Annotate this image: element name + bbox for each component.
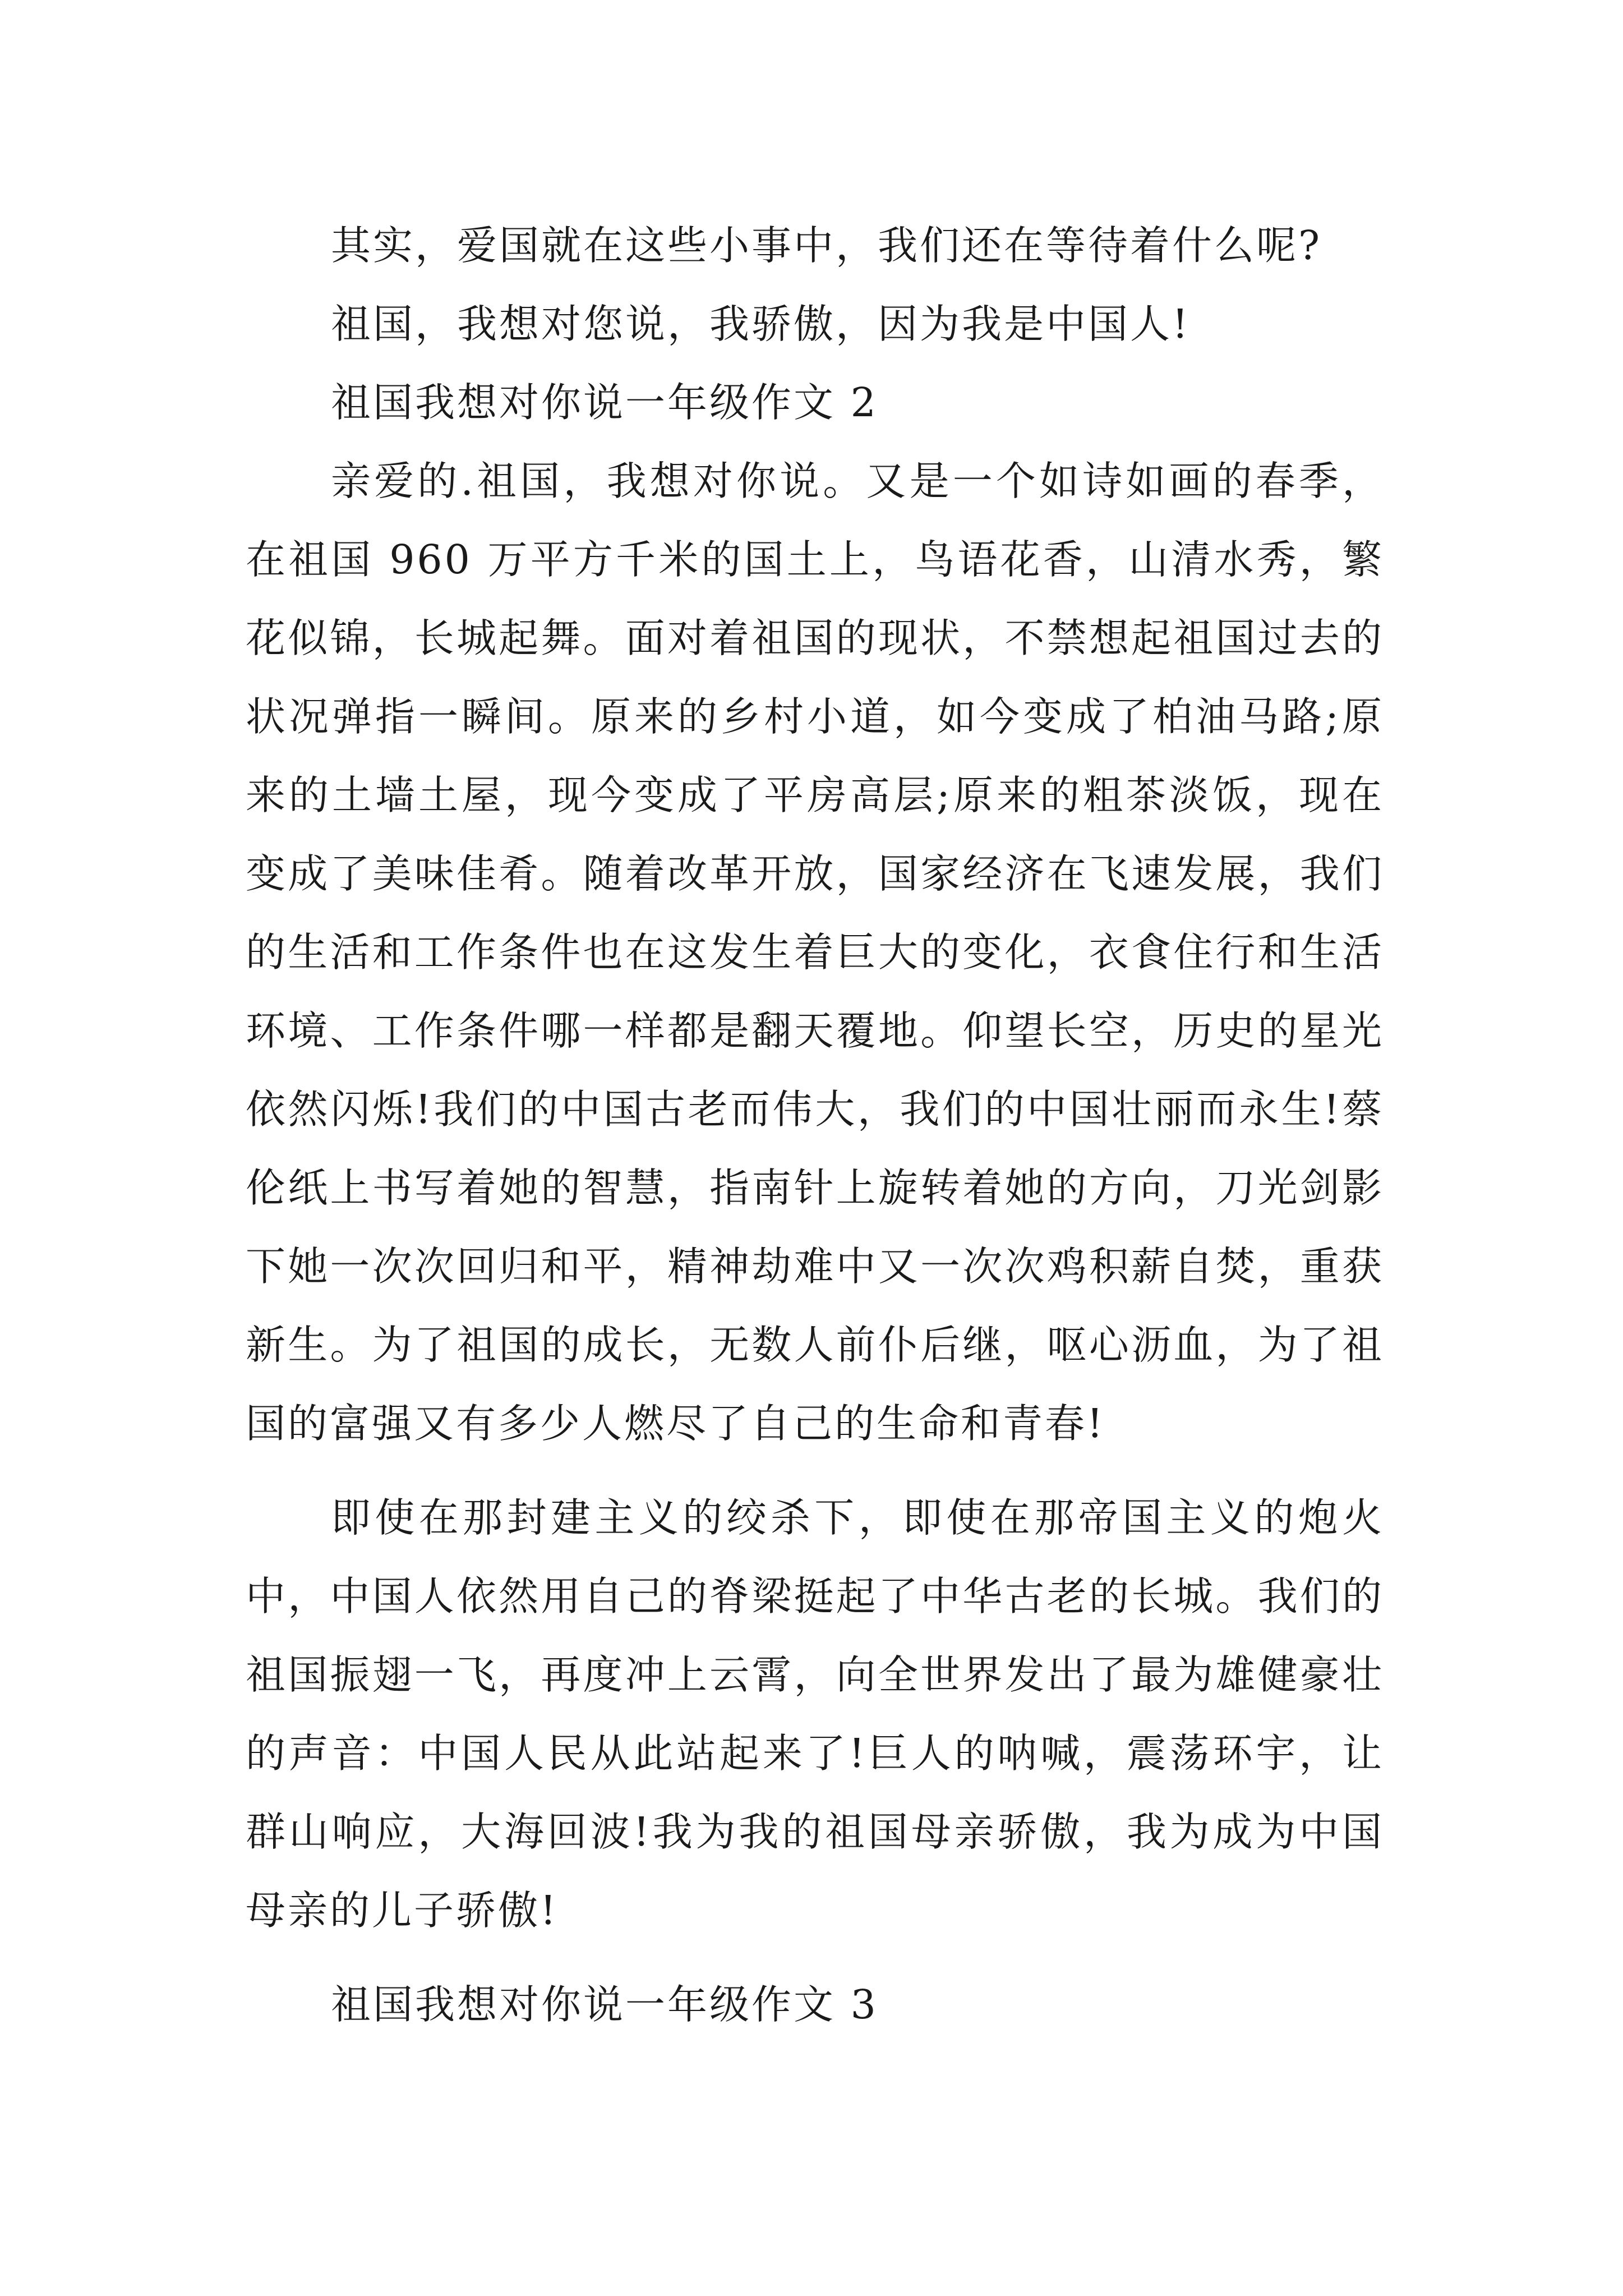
paragraph-2: 祖国，我想对您说，我骄傲，因为我是中国人! [331,301,1191,347]
essay-heading-3: 祖国我想对你说一年级作文 3 [331,1981,878,2028]
document-body [246,206,1384,2044]
paragraph-1: 其实，爱国就在这些小事中，我们还在等待着什么呢? [331,222,1322,269]
paragraph-3: 亲爱的.祖国，我想对你说。又是一个如诗如画的春季，在祖国 960 万平方千米的国土上，鸟语花香，山清水秀，繁花似锦，长城起舞。面对着祖国的现状，不禁想起祖国过去的状况弹指一瞬间。原来的乡村小道，如今变成了柏油马路;原来的土墙土屋，现今变成了平房高层;原来的粗茶淡饭，现在变成了美味佳肴。随着改革开放，国家经济在飞速发展，我们的生活和工作条件也在这发生着巨大的变化，衣食住行和生活环境、工作条件哪一样都是翻天覆地。仰望长空，历史的星光依然闪烁!我们的中国古老而伟大，我们的中国壮丽而永生!蔡伦纸上书写着她的智慧，指南针上旋转着她的方向，刀光剑影下她一次次回归和平，精神劫难中又一次次鸡积薪自焚，重获新生。为了祖国的成长，无数人前仆后继，呕心沥血，为了祖国的富强又有多少人燃尽了自己的生命和青春! [246,458,1384,1447]
essay-heading-2: 祖国我想对你说一年级作文 2 [331,379,878,426]
paragraph-4: 即使在那封建主义的绞杀下，即使在那帝国主义的炮火中，中国人依然用自己的脊梁挺起了中华古老的长城。我们的祖国振翅一飞，再度冲上云霄，向全世界发出了最为雄健豪壮的声音：中国人民从此站起来了!巨人的呐喊，震荡环宇，让群山响应，大海回波!我为我的祖国母亲骄傲，我为成为中国母亲的儿子骄傲! [246,1494,1384,1934]
